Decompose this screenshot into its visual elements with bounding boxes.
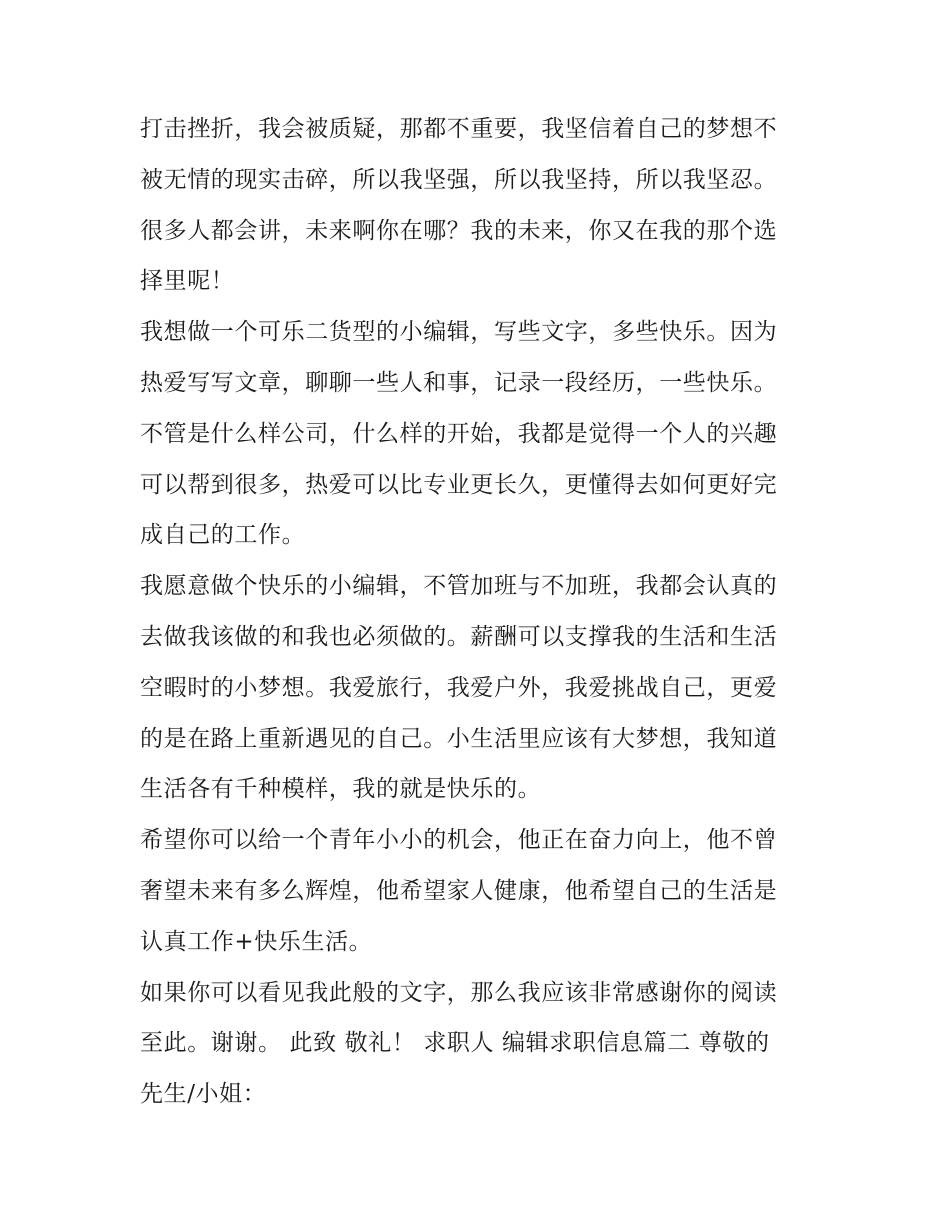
text-line: 奢望未来有多么辉煌，他希望家人健康，他希望自己的生活是: [140, 877, 778, 904]
text-line: 很多人都会讲，未来啊你在哪？我的未来，你又在我的那个选: [140, 217, 778, 244]
text-line: 被无情的现实击碎，所以我坚强，所以我坚持，所以我坚忍。: [140, 166, 778, 193]
text-line: 先生/小姐：: [140, 1081, 267, 1108]
text-line: 如果你可以看见我此般的文字，那么我应该非常感谢你的阅读: [140, 979, 778, 1006]
text-line: 的是在路上重新遇见的自己。小生活里应该有大梦想，我知道: [140, 725, 778, 752]
text-line: 热爱写写文章，聊聊一些人和事，记录一段经历，一些快乐。: [140, 369, 778, 396]
text-line: 希望你可以给一个青年小小的机会，他正在奋力向上，他不曾: [140, 827, 778, 854]
text-line: 我想做一个可乐二货型的小编辑，写些文字，多些快乐。因为: [140, 319, 778, 346]
document-body: [140, 104, 815, 1120]
text-line: 择里呢！: [140, 268, 235, 295]
text-line: 成自己的工作。: [140, 522, 306, 549]
text-line: 认真工作+快乐生活。: [140, 928, 373, 955]
text-line: 生活各有千种模样，我的就是快乐的。: [140, 776, 542, 803]
text-line: 我愿意做个快乐的小编辑，不管加班与不加班，我都会认真的: [140, 573, 778, 600]
text-line: 打击挫折，我会被质疑，那都不重要，我坚信着自己的梦想不: [140, 116, 778, 142]
text-line: 不管是什么样公司，什么样的开始，我都是觉得一个人的兴趣: [140, 420, 778, 447]
text-line: 去做我该做的和我也必须做的。薪酬可以支撑我的生活和生活: [140, 623, 778, 650]
text-line: 空暇时的小梦想。我爱旅行，我爱户外，我爱挑战自己，更爱: [140, 674, 778, 701]
text-line: 可以帮到很多，热爱可以比专业更长久，更懂得去如何更好完: [140, 471, 778, 498]
text-line: 至此。谢谢。 此致 敬礼！ 求职人 编辑求职信息篇二 尊敬的: [140, 1030, 770, 1057]
